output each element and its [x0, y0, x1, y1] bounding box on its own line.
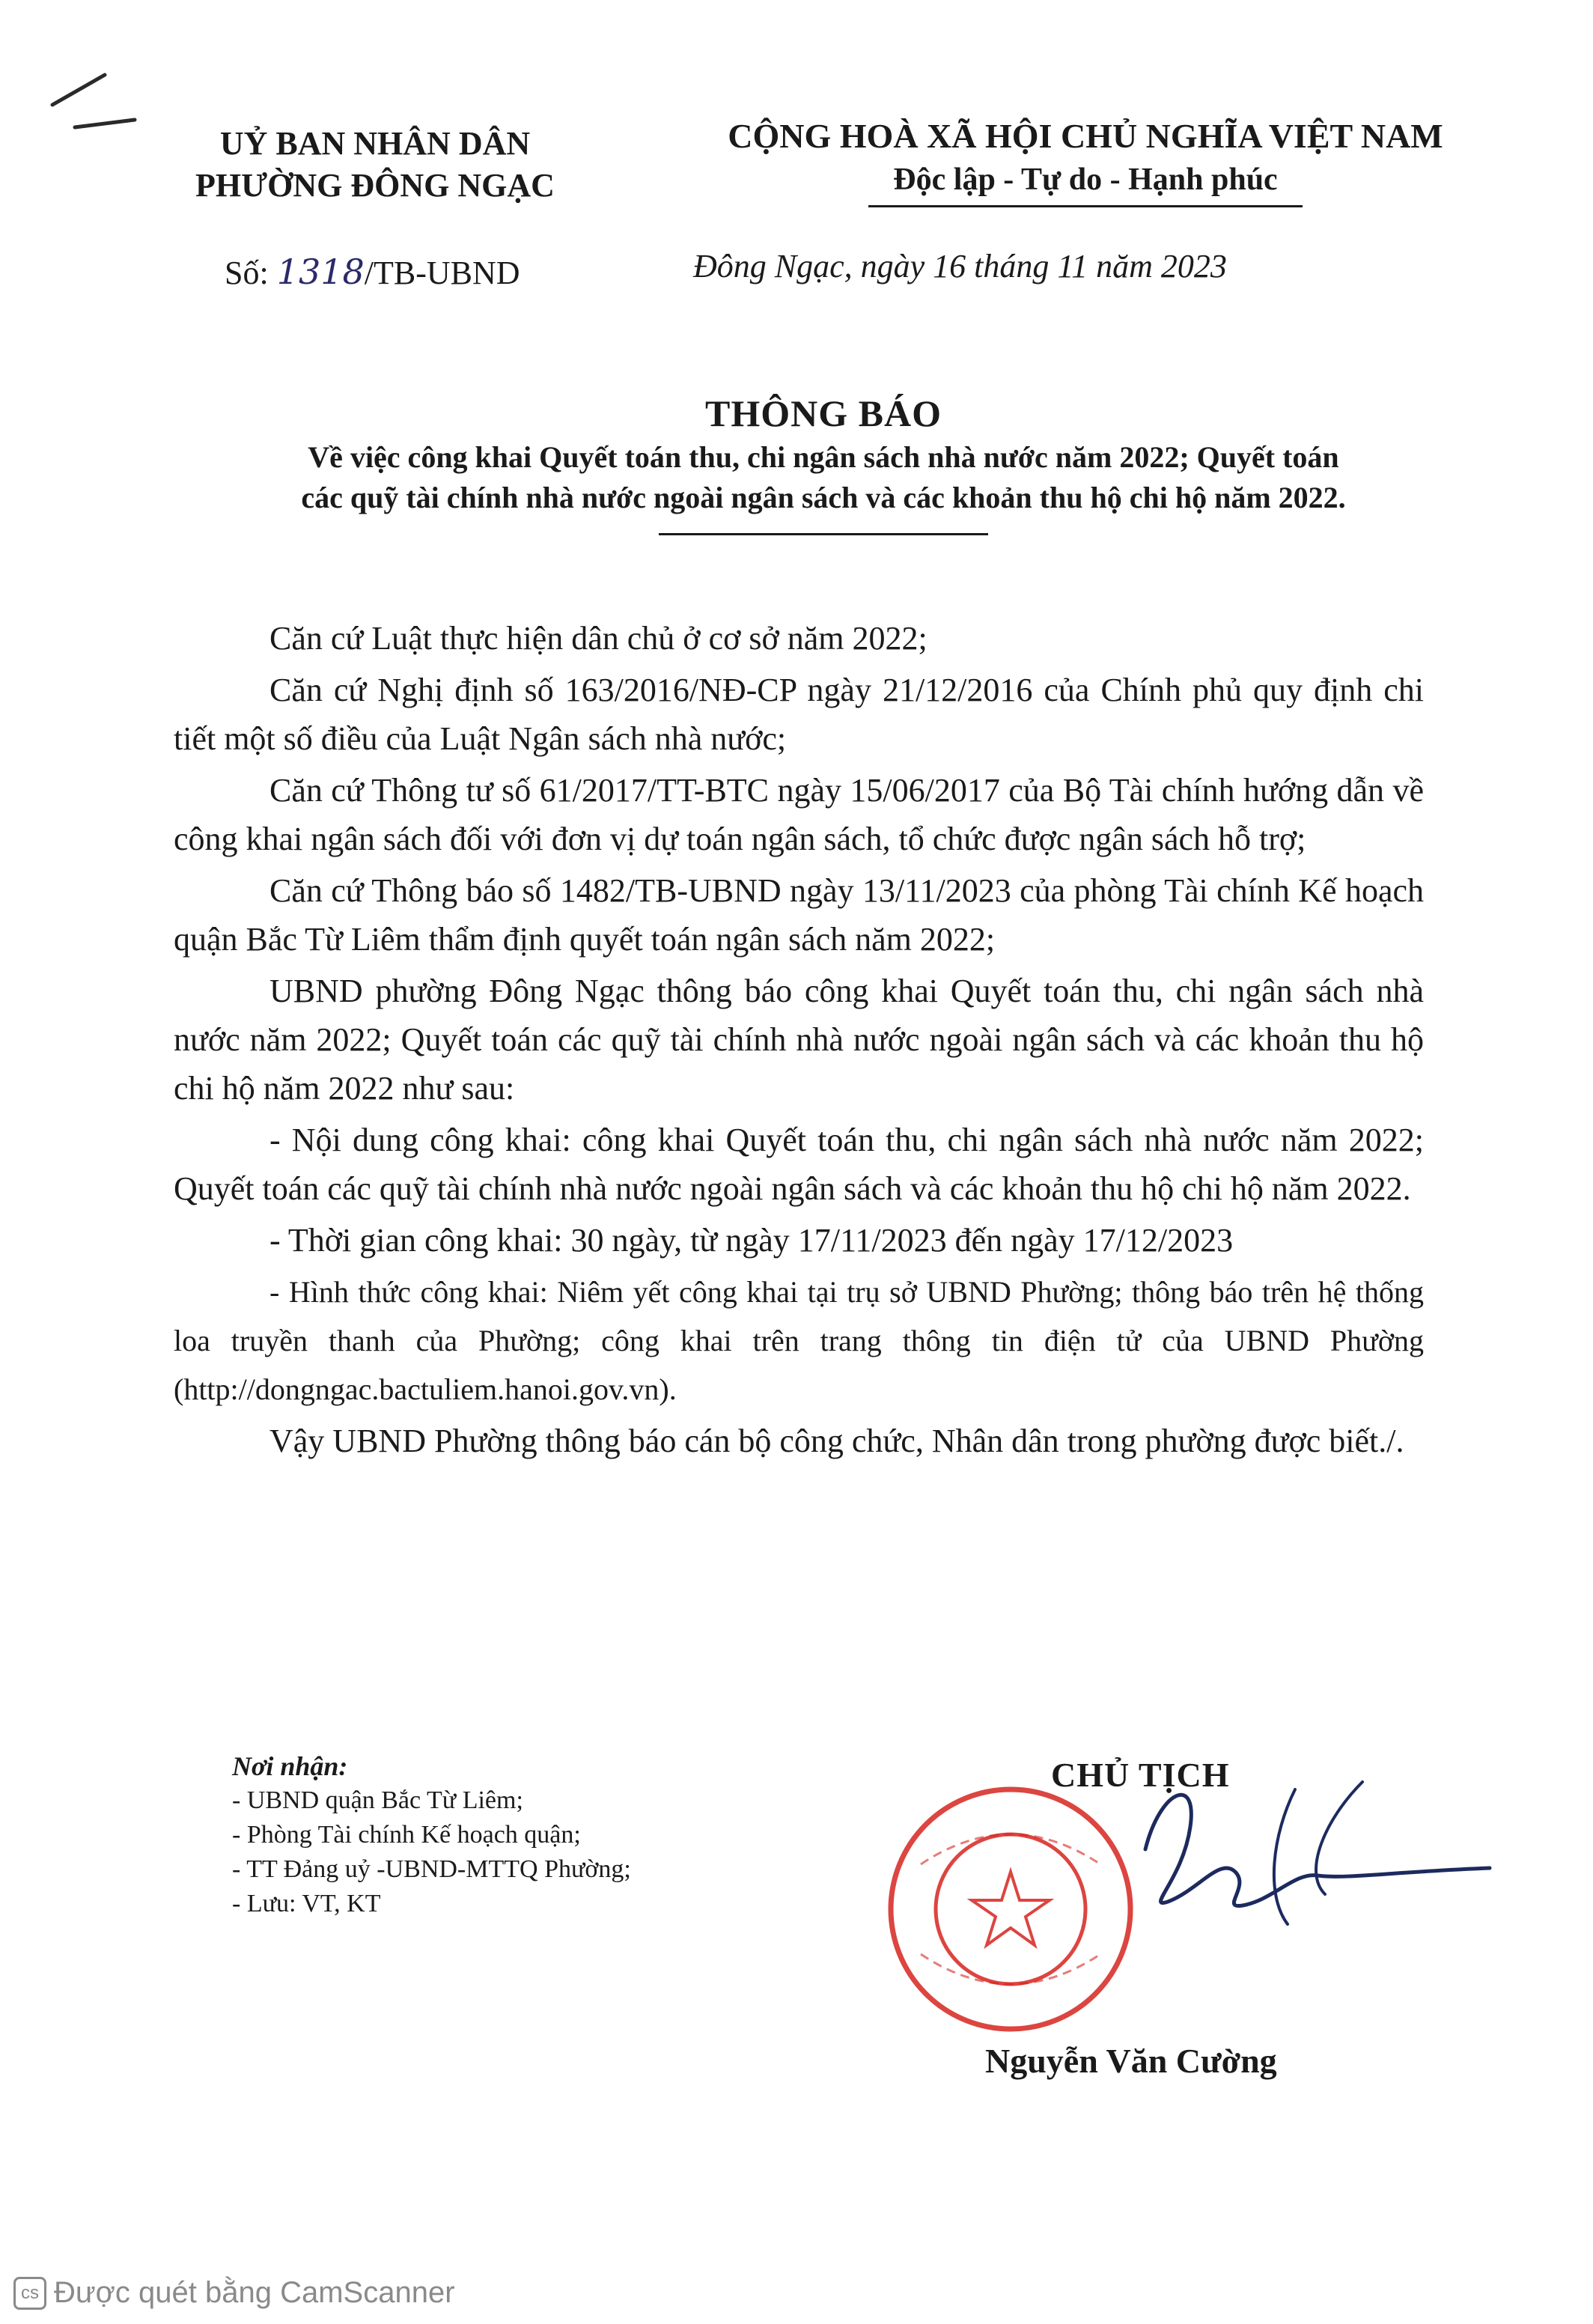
date-line: Đông Ngạc, ngày 16 tháng 11 năm 2023	[693, 248, 1227, 285]
notice-subtitle-line-1: Về việc công khai Quyết toán thu, chi ngân sách nhà nước năm 2022; Quyết toán	[308, 440, 1339, 474]
recipient-item: - TT Đảng uỷ -UBND-MTTQ Phường;	[232, 1855, 631, 1883]
recipient-item: - Phòng Tài chính Kế hoạch quận;	[232, 1821, 581, 1849]
authority-line-1: UỶ BAN NHÂN DÂN	[219, 125, 531, 162]
signer-name: Nguyễn Văn Cường	[985, 2042, 1277, 2080]
notice-title: THÔNG BÁO	[705, 392, 942, 434]
recipients-block	[232, 1749, 631, 1921]
paragraph-announcement: UBND phường Đông Ngạc thông báo công khai Quyết toán thu, chi ngân sách nhà nước năm 2022; Quyết toán các quỹ tài chính nhà nước ngoài ngân sách và các khoản thu hộ chi hộ năm 2022 như sau:	[174, 973, 1424, 1107]
motto-underline	[868, 205, 1303, 207]
doc-number-suffix: /TB-UBND	[364, 255, 520, 291]
paragraph-period: - Thời gian công khai: 30 ngày, từ ngày 17/11/2023 đến ngày 17/12/2023	[269, 1222, 1234, 1259]
handwritten-signature-icon	[973, 1759, 1497, 1969]
paragraph-legal-basis-1: Căn cứ Luật thực hiện dân chủ ở cơ sở năm 2022;	[269, 620, 928, 657]
signer-title: CHỦ TỊCH	[1051, 1756, 1230, 1794]
recipients-title: Nơi nhận:	[232, 1751, 348, 1781]
paragraph-closing: Vậy UBND Phường thông báo cán bộ công chức, Nhân dân trong phường được biết./.	[269, 1423, 1404, 1459]
paragraph-legal-basis-3: Căn cứ Thông tư số 61/2017/TT-BTC ngày 15/06/2017 của Bộ Tài chính hướng dẫn về công khai ngân sách đối với đơn vị dự toán ngân sách, tổ chức được ngân sách hỗ trợ;	[174, 772, 1424, 857]
recipient-item: - UBND quận Bắc Từ Liêm;	[232, 1786, 523, 1814]
scanner-watermark-text: Được quét bằng CamScanner	[54, 2276, 455, 2309]
doc-number-prefix: Số:	[225, 255, 277, 291]
camscanner-icon: cs	[13, 2277, 46, 2310]
scanner-watermark	[13, 2276, 455, 2310]
authority-line-2: PHƯỜNG ĐÔNG NGẠC	[195, 167, 555, 204]
notice-subtitle-line-2: các quỹ tài chính nhà nước ngoài ngân sách và các khoản thu hộ chi hộ năm 2022.	[301, 481, 1346, 514]
paragraph-legal-basis-2: Căn cứ Nghị định số 163/2016/NĐ-CP ngày 21/12/2016 của Chính phủ quy định chi tiết một số điều của Luật Ngân sách nhà nước;	[174, 672, 1424, 757]
national-motto: Độc lập - Tự do - Hạnh phúc	[893, 162, 1278, 197]
national-title: CỘNG HOÀ XÃ HỘI CHỦ NGHĨA VIỆT NAM	[728, 117, 1443, 155]
national-header	[659, 114, 1512, 207]
paragraph-method: - Hình thức công khai: Niêm yết công khai tại trụ sở UBND Phường; thông báo trên hệ thống loa truyền thanh của Phường; công khai trên trang thông tin điện tử của UBND Phường (http://dongngac.bactuliem.hanoi.gov.vn).	[174, 1275, 1424, 1406]
document-number	[225, 252, 520, 292]
notice-title-block	[135, 389, 1512, 535]
doc-number-handwritten: 1318	[276, 252, 365, 292]
notice-body	[174, 614, 1424, 1465]
recipient-item: - Lưu: VT, KT	[232, 1890, 381, 1917]
issuing-authority	[169, 123, 581, 207]
handwritten-marks	[22, 60, 172, 150]
title-underline	[659, 533, 988, 535]
paragraph-content: - Nội dung công khai: công khai Quyết toán thu, chi ngân sách nhà nước năm 2022; Quyết toán các quỹ tài chính nhà nước ngoài ngân sách và các khoản thu hộ chi hộ năm 2022.	[174, 1122, 1424, 1207]
paragraph-legal-basis-4: Căn cứ Thông báo số 1482/TB-UBND ngày 13/11/2023 của phòng Tài chính Kế hoạch quận Bắc Từ Liêm thẩm định quyết toán ngân sách năm 2022;	[174, 872, 1424, 958]
